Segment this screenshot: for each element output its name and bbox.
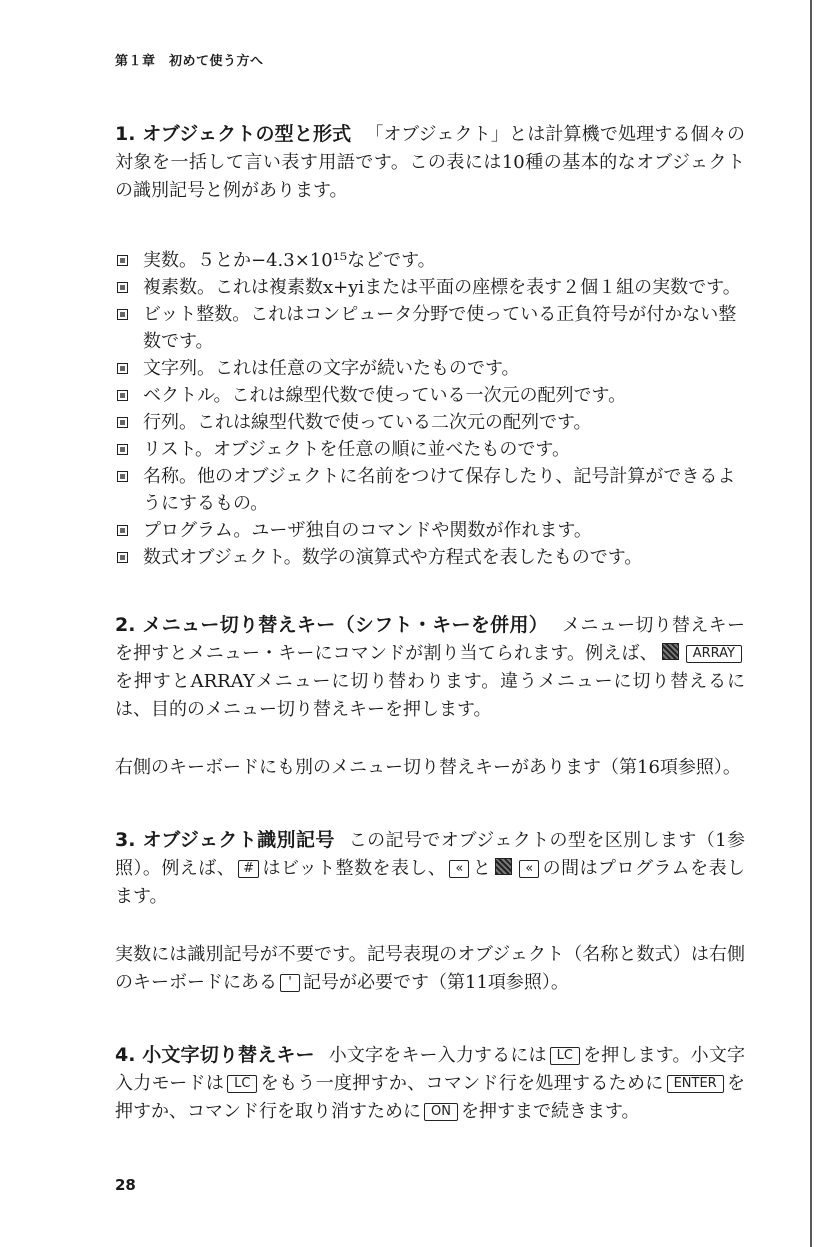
array-key: ARRAY bbox=[686, 645, 742, 663]
lc-key: LC bbox=[550, 1047, 580, 1065]
program-delimiter-key: « bbox=[519, 860, 539, 878]
bullet-icon bbox=[117, 390, 128, 401]
bullet-icon bbox=[117, 444, 128, 455]
program-delimiter-key: « bbox=[449, 860, 469, 878]
bullet-icon bbox=[117, 525, 128, 536]
on-key: ON bbox=[424, 1103, 458, 1121]
hash-key: # bbox=[238, 860, 259, 878]
section-3-paragraph: 3. オブジェクト識別記号 この記号でオブジェクトの型を区別します（1参照）。例えば、 # はビット整数を表し、 « と « の間はプログラムを表します。 bbox=[115, 829, 746, 907]
section-1-intro bbox=[115, 120, 745, 205]
quote-key: ' bbox=[280, 974, 300, 992]
section-4-paragraph: 4. 小文字切り替えキー 小文字をキー入力するには LC を押します。小文字入力モードは LC をもう一度押すか、コマンド行を処理するために ENTER を押すか、コマンド行を取り消すために ON を押すまで続きます。 bbox=[115, 1044, 746, 1122]
shift-key-icon bbox=[662, 643, 679, 660]
shift-key-icon bbox=[495, 858, 512, 875]
list-item: 数式オブジェクト。数学の演算式や方程式を表したものです。 bbox=[115, 544, 745, 571]
bullet-icon bbox=[117, 363, 128, 374]
list-item: 名称。他のオブジェクトに名前をつけて保存したり、記号計算ができるようにするもの。 bbox=[115, 463, 745, 517]
list-item: ビット整数。これはコンピュータ分野で使っている正負符号が付かない整数です。 bbox=[115, 301, 745, 355]
bullet-icon bbox=[117, 417, 128, 428]
list-item: 複素数。これは複素数x+yiまたは平面の座標を表す２個１組の実数です。 bbox=[115, 274, 745, 301]
bullet-icon bbox=[117, 282, 128, 293]
bullet-icon bbox=[117, 552, 128, 563]
bullet-icon bbox=[117, 255, 128, 266]
section-3-note: 実数には識別記号が不要です。記号表現のオブジェクト（名称と数式）は右側のキーボードにある ' 記号が必要です（第11項参照）。 bbox=[115, 944, 745, 993]
enter-key: ENTER bbox=[667, 1075, 724, 1093]
list-item: ベクトル。これは線型代数で使っている一次元の配列です。 bbox=[115, 382, 745, 409]
bullet-icon bbox=[117, 309, 128, 320]
object-type-list bbox=[115, 247, 745, 571]
chapter-header: 第１章 初めて使う方へ bbox=[115, 54, 264, 69]
section-2-title: 2. メニュー切り替えキー（シフト・キーを併用） bbox=[115, 614, 549, 636]
section-1-text: 「オブジェクト」とは計算機で処理する個々の対象を一括して言い表す用語です。この表には10種の基本的なオブジェクトの識別記号と例があります。 bbox=[115, 124, 745, 201]
page-number: 28 bbox=[115, 1176, 136, 1194]
section-2-paragraph: 2. メニュー切り替えキー（シフト・キーを併用） メニュー切り替えキーを押すとメニュー・キーにコマンドが割り当てられます。例えば、 ARRAYを押すとARRAYメニューに切り替わります。違うメニューに切り替えるには、目的のメニュー切り替えキーを押します。 bbox=[115, 614, 745, 720]
bullet-icon bbox=[117, 471, 128, 482]
list-item: 実数。５とか−4.3×10¹⁵などです。 bbox=[115, 247, 745, 274]
section-2-note: 右側のキーボードにも別のメニュー切り替えキーがあります（第16項参照）。 bbox=[115, 757, 741, 778]
section-4-title: 4. 小文字切り替えキー bbox=[115, 1044, 315, 1066]
section-1-title: 1. オブジェクトの型と形式 bbox=[115, 123, 352, 145]
list-item: 文字列。これは任意の文字が続いたものです。 bbox=[115, 355, 745, 382]
lc-key: LC bbox=[227, 1075, 257, 1093]
list-item: 行列。これは線型代数で使っている二次元の配列です。 bbox=[115, 409, 745, 436]
page-edge-line bbox=[810, 0, 812, 1247]
list-item: プログラム。ユーザ独自のコマンドや関数が作れます。 bbox=[115, 517, 745, 544]
page-content bbox=[115, 120, 745, 1126]
list-item: リスト。オブジェクトを任意の順に並べたものです。 bbox=[115, 436, 745, 463]
section-3-title: 3. オブジェクト識別記号 bbox=[115, 829, 335, 851]
